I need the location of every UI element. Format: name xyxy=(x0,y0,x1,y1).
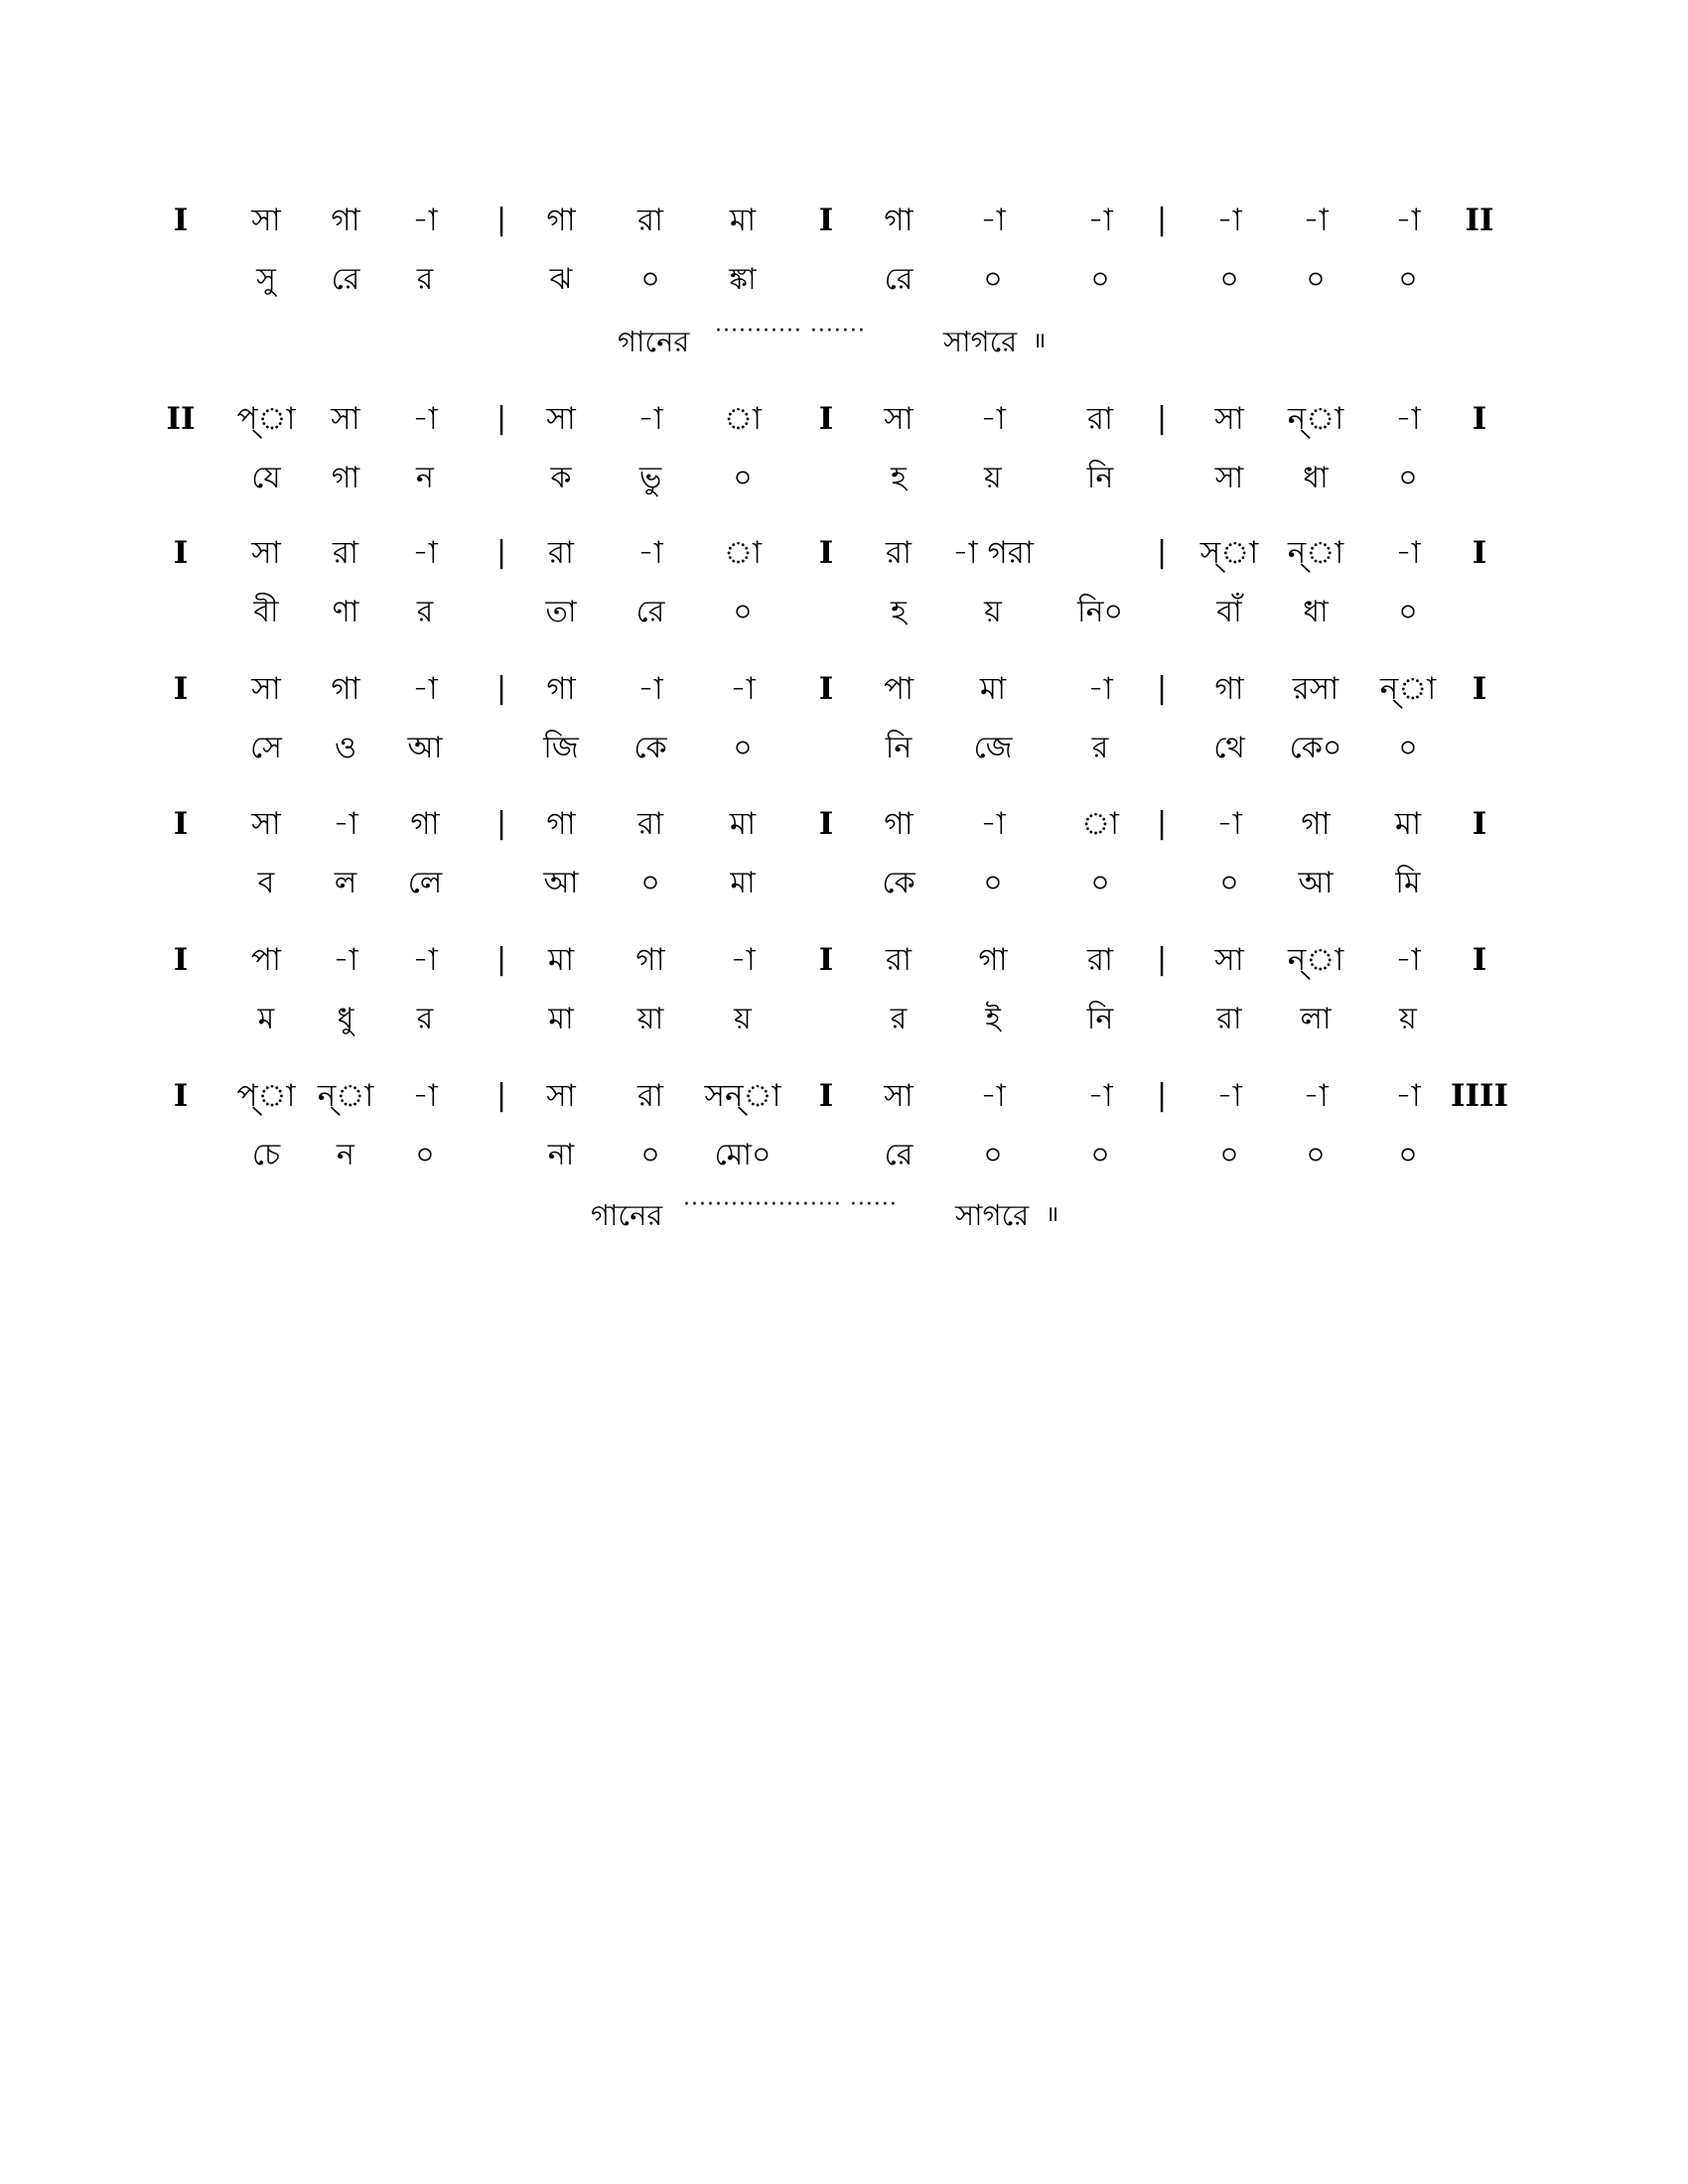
swara-note: -া xyxy=(1087,1078,1113,1114)
swara-note: মা xyxy=(547,942,575,978)
swara-note: -া xyxy=(412,671,438,707)
lyric-syllable: কে xyxy=(882,866,915,900)
lyric-syllable: ধা xyxy=(1303,461,1329,495)
swara-note: সা xyxy=(1214,942,1244,978)
swara-note: -া xyxy=(1395,1078,1421,1114)
lyric-syllable: ০ xyxy=(1219,866,1239,900)
lyric-syllable: চে xyxy=(251,1138,281,1172)
lyric-row xyxy=(0,258,1688,302)
lyric-syllable: ও xyxy=(334,731,357,765)
end-barline: I xyxy=(1472,535,1487,571)
section-barline: I xyxy=(818,203,834,238)
swara-note: গা xyxy=(884,203,914,238)
lyric-syllable: জে xyxy=(973,731,1013,765)
swara-row xyxy=(0,667,1688,711)
swara-note: -া xyxy=(980,401,1006,437)
swara-note: গা xyxy=(1214,671,1244,707)
swara-note: -া xyxy=(1087,671,1113,707)
lyric-syllable: ০ xyxy=(640,262,660,297)
swara-note: মা xyxy=(729,203,757,238)
lyric-syllable: লে xyxy=(407,866,443,900)
lyric-syllable: সু xyxy=(256,262,276,297)
swara-note: রা xyxy=(885,942,913,978)
swara-note: -া xyxy=(412,401,438,437)
refrain-start-word: গানের xyxy=(618,325,690,358)
lyric-syllable: নি xyxy=(885,731,913,765)
double-dari-mark: ॥ xyxy=(1046,1202,1059,1227)
lyric-syllable: যে xyxy=(251,461,281,495)
lyric-row xyxy=(0,862,1688,905)
beat-divider: | xyxy=(495,671,507,706)
section-barline: I xyxy=(818,535,834,571)
swara-note: গা xyxy=(978,942,1008,978)
section-barline: I xyxy=(818,1078,834,1114)
lyric-syllable: ০ xyxy=(983,866,1003,900)
refrain-end-word: সাগরে xyxy=(955,1198,1030,1232)
swara-note: -া xyxy=(637,671,663,707)
end-barline: IIII xyxy=(1450,1078,1509,1114)
refrain-ellipsis: ···················· ······ xyxy=(683,1192,898,1217)
lyric-syllable: জি xyxy=(543,731,579,765)
lyric-syllable: নি xyxy=(1086,461,1114,495)
section-barline: I xyxy=(818,806,834,842)
lyric-syllable: র xyxy=(416,1002,434,1036)
lyric-syllable: ঝ xyxy=(549,262,573,297)
lyric-syllable: ০ xyxy=(1398,262,1418,297)
end-barline: I xyxy=(1472,401,1487,437)
swara-note: -া xyxy=(412,942,438,978)
swara-note: রা xyxy=(1086,942,1114,978)
beat-divider: | xyxy=(495,535,507,570)
lyric-syllable: ম xyxy=(257,1002,275,1036)
lyric-syllable: য় xyxy=(984,461,1002,495)
swara-note: -া xyxy=(1216,203,1242,238)
lyric-syllable: হ xyxy=(891,461,907,495)
swara-note: গা xyxy=(331,671,360,707)
lyric-syllable: ০ xyxy=(1090,1138,1110,1172)
lyric-syllable: ০ xyxy=(983,262,1003,297)
swara-note: রা xyxy=(636,203,664,238)
swara-note: সন্া xyxy=(704,1078,781,1114)
lyric-syllable: ০ xyxy=(733,731,753,765)
lyric-syllable: বী xyxy=(253,595,279,629)
lyric-syllable: য় xyxy=(984,595,1002,629)
swara-row xyxy=(0,199,1688,242)
swara-note: পা xyxy=(883,671,914,707)
start-barline: I xyxy=(173,671,189,707)
swara-note: সা xyxy=(884,401,914,437)
swara-note: -া xyxy=(1216,806,1242,842)
lyric-row xyxy=(0,591,1688,634)
start-barline: II xyxy=(166,401,196,437)
swara-note: সা xyxy=(251,535,281,571)
lyric-syllable: আ xyxy=(1298,866,1334,900)
swara-row xyxy=(0,397,1688,441)
swara-note: -া xyxy=(1395,942,1421,978)
lyric-syllable: ০ xyxy=(983,1138,1003,1172)
swara-note: া xyxy=(723,401,763,437)
swara-note: গা xyxy=(546,203,576,238)
lyric-syllable: ০ xyxy=(1398,595,1418,629)
start-barline: I xyxy=(173,203,189,238)
beat-divider: | xyxy=(1156,535,1168,570)
lyric-syllable: রে xyxy=(635,595,665,629)
beat-divider: | xyxy=(495,1078,507,1113)
lyric-syllable: না xyxy=(547,1138,575,1172)
lyric-syllable: ০ xyxy=(1398,731,1418,765)
lyric-syllable: রে xyxy=(331,262,360,297)
lyric-syllable: ক xyxy=(550,461,572,495)
refrain-line xyxy=(0,320,1688,363)
swara-note: ন্া xyxy=(1287,401,1344,437)
end-barline: I xyxy=(1472,806,1487,842)
lyric-syllable: রা xyxy=(1216,1002,1242,1036)
lyric-syllable: রে xyxy=(884,262,914,297)
swara-note: -া xyxy=(980,1078,1006,1114)
beat-divider: | xyxy=(495,401,507,436)
lyric-syllable: ঙ্কা xyxy=(729,262,757,297)
section-barline: I xyxy=(818,942,834,978)
swara-note: রা xyxy=(547,535,575,571)
lyric-syllable: থে xyxy=(1213,731,1245,765)
lyric-syllable: র xyxy=(416,595,434,629)
refrain-start-word: গানের xyxy=(591,1198,663,1232)
lyric-syllable: লা xyxy=(1300,1002,1332,1036)
lyric-syllable: র xyxy=(416,262,434,297)
lyric-syllable: আ xyxy=(407,731,443,765)
swara-note: রা xyxy=(636,1078,664,1114)
end-barline: II xyxy=(1465,203,1494,238)
swara-row xyxy=(0,1074,1688,1118)
swara-note: গা xyxy=(884,806,914,842)
swara-note: -া xyxy=(1303,1078,1329,1114)
swara-note: রা xyxy=(1086,401,1114,437)
lyric-syllable: সে xyxy=(250,731,282,765)
lyric-syllable: র xyxy=(1091,731,1109,765)
swara-note: -া xyxy=(637,401,663,437)
lyric-syllable: ০ xyxy=(1306,1138,1326,1172)
swara-note: গা xyxy=(1301,806,1331,842)
lyric-syllable: ন xyxy=(416,461,434,495)
lyric-syllable: রে xyxy=(884,1138,914,1172)
swara-note: -া xyxy=(1303,203,1329,238)
lyric-syllable: ০ xyxy=(1398,1138,1418,1172)
swara-note: -া xyxy=(730,942,756,978)
beat-divider: | xyxy=(495,203,507,237)
lyric-syllable: ০ xyxy=(733,595,753,629)
lyric-syllable: ০ xyxy=(640,1138,660,1172)
end-barline: I xyxy=(1472,942,1487,978)
beat-divider: | xyxy=(1156,1078,1168,1113)
swara-note: -া xyxy=(412,535,438,571)
lyric-syllable: ল xyxy=(334,866,357,900)
lyric-syllable: ন xyxy=(337,1138,354,1172)
lyric-syllable: ০ xyxy=(1219,1138,1239,1172)
swara-note: -া xyxy=(412,1078,438,1114)
refrain-ellipsis: ··········· ······· xyxy=(715,319,866,343)
swara-note: -া xyxy=(637,535,663,571)
swara-row xyxy=(0,938,1688,982)
swara-note: সা xyxy=(884,1078,914,1114)
swara-note: ন্া xyxy=(1287,535,1344,571)
swara-note: া xyxy=(723,535,763,571)
swara-note: া xyxy=(1080,806,1120,842)
swara-note: মা xyxy=(729,806,757,842)
swara-note: গা xyxy=(546,806,576,842)
swara-note: -া xyxy=(980,806,1006,842)
lyric-syllable: ০ xyxy=(733,461,753,495)
swara-note: প্া xyxy=(236,401,296,437)
lyric-syllable: ০ xyxy=(1306,262,1326,297)
refrain-end-word: সাগরে xyxy=(943,325,1018,358)
end-barline: I xyxy=(1472,671,1487,707)
beat-divider: | xyxy=(495,806,507,841)
lyric-syllable: য় xyxy=(1399,1002,1417,1036)
swara-note: -া xyxy=(1395,203,1421,238)
swara-note: সা xyxy=(546,401,576,437)
beat-divider: | xyxy=(495,942,507,977)
swara-note: -া xyxy=(980,203,1006,238)
swara-note: মা xyxy=(1394,806,1422,842)
lyric-syllable: সা xyxy=(1214,461,1244,495)
start-barline: I xyxy=(173,806,189,842)
swara-note: -া xyxy=(1395,535,1421,571)
lyric-syllable: ব xyxy=(257,866,275,900)
lyric-syllable: মো০ xyxy=(714,1138,772,1172)
start-barline: I xyxy=(173,535,189,571)
lyric-syllable: কে০ xyxy=(1289,731,1342,765)
swara-note: রা xyxy=(636,806,664,842)
lyric-syllable: ধা xyxy=(1303,595,1329,629)
beat-divider: | xyxy=(1156,671,1168,706)
lyric-syllable: ০ xyxy=(1090,866,1110,900)
swara-note: গা xyxy=(410,806,440,842)
swara-note: -া গরা xyxy=(952,535,1034,571)
lyric-syllable: ধু xyxy=(337,1002,354,1036)
swara-note: সা xyxy=(546,1078,576,1114)
lyric-syllable: ০ xyxy=(640,866,660,900)
lyric-syllable: য় xyxy=(734,1002,752,1036)
swara-note: -া xyxy=(1395,401,1421,437)
beat-divider: | xyxy=(1156,942,1168,977)
swara-note: -া xyxy=(1216,1078,1242,1114)
swara-note: মা xyxy=(979,671,1007,707)
start-barline: I xyxy=(173,1078,189,1114)
lyric-syllable: ভু xyxy=(638,461,662,495)
beat-divider: | xyxy=(1156,401,1168,436)
swara-note: প্া xyxy=(236,1078,296,1114)
double-dari-mark: ॥ xyxy=(1033,329,1047,353)
swara-note: রা xyxy=(885,535,913,571)
swara-note: সা xyxy=(251,203,281,238)
refrain-line xyxy=(0,1193,1688,1237)
swara-note: সা xyxy=(251,806,281,842)
swara-note: -া xyxy=(730,671,756,707)
lyric-syllable: ণা xyxy=(332,595,359,629)
swara-note: -া xyxy=(333,806,358,842)
beat-divider: | xyxy=(1156,806,1168,841)
swara-note: সা xyxy=(251,671,281,707)
lyric-syllable: মা xyxy=(730,866,756,900)
lyric-syllable: নি xyxy=(1086,1002,1114,1036)
lyric-row xyxy=(0,1134,1688,1177)
start-barline: I xyxy=(173,942,189,978)
swara-note: ন্া xyxy=(317,1078,374,1114)
swara-note: -া xyxy=(412,203,438,238)
swara-row xyxy=(0,531,1688,575)
lyric-syllable: র xyxy=(890,1002,908,1036)
lyric-syllable: মি xyxy=(1395,866,1421,900)
swara-note: ন্া xyxy=(1287,942,1344,978)
swara-note: ন্া xyxy=(1379,671,1437,707)
lyric-syllable: ০ xyxy=(1219,262,1239,297)
section-barline: I xyxy=(818,671,834,707)
swara-note: -া xyxy=(333,942,358,978)
lyric-syllable: গা xyxy=(331,461,360,495)
lyric-syllable: কে xyxy=(633,731,667,765)
lyric-syllable: ০ xyxy=(1398,461,1418,495)
lyric-syllable: ই xyxy=(985,1002,1001,1036)
swara-note: সা xyxy=(331,401,360,437)
lyric-row xyxy=(0,727,1688,770)
lyric-syllable: ০ xyxy=(1090,262,1110,297)
lyric-syllable: তা xyxy=(545,595,577,629)
beat-divider: | xyxy=(1156,203,1168,237)
lyric-syllable: বাঁ xyxy=(1216,595,1242,629)
swara-note: গা xyxy=(546,671,576,707)
lyric-syllable: নি০ xyxy=(1077,595,1123,629)
swara-note: গা xyxy=(635,942,665,978)
swara-note: পা xyxy=(250,942,282,978)
lyric-syllable: ০ xyxy=(415,1138,435,1172)
swara-note: রসা xyxy=(1292,671,1339,707)
lyric-syllable: আ xyxy=(543,866,579,900)
swara-note: রা xyxy=(332,535,359,571)
lyric-syllable: য়া xyxy=(636,1002,664,1036)
lyric-row xyxy=(0,998,1688,1041)
swara-note: স্া xyxy=(1199,535,1259,571)
swara-note: সা xyxy=(1214,401,1244,437)
swara-note: গা xyxy=(331,203,360,238)
lyric-syllable: মা xyxy=(548,1002,574,1036)
lyric-syllable: হ xyxy=(891,595,907,629)
swara-row xyxy=(0,802,1688,846)
swara-note: -া xyxy=(1087,203,1113,238)
section-barline: I xyxy=(818,401,834,437)
lyric-row xyxy=(0,457,1688,500)
